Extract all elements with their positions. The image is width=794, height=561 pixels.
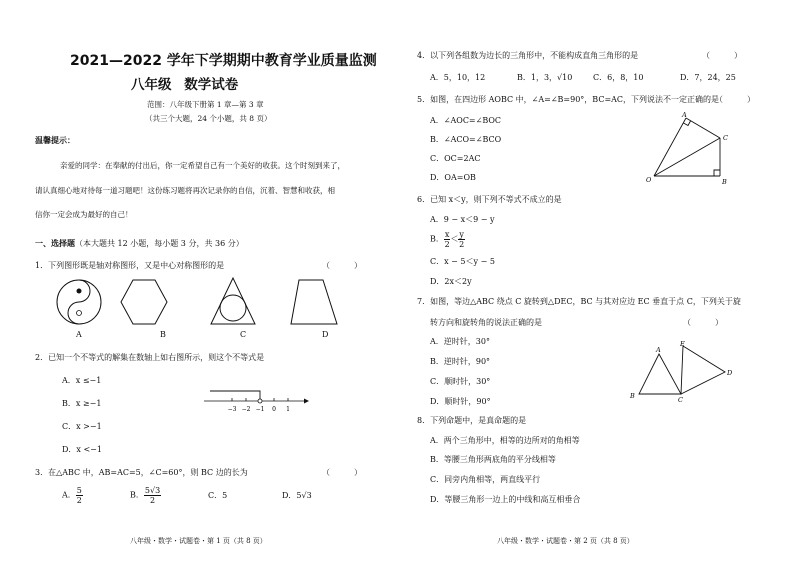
q7-answer-paren: （ ） xyxy=(683,318,723,327)
exam-scope: （共三个大题，24 个小题，共 8 页） xyxy=(145,114,272,123)
q3-answer-paren: （ ） xyxy=(322,468,362,477)
q1-figure-d-trapezoid xyxy=(291,280,337,324)
q1-figure-c-triangle-circle xyxy=(211,278,255,324)
exam-title: 2021—2022 学年下学期期中教育学业质量监测 xyxy=(70,53,377,69)
q4-option-a: A．5，10，12 xyxy=(430,73,486,82)
q8-text: 8．下列命题中，是真命题的是 xyxy=(417,416,527,425)
q6-option-a: A．9 − x＜9 − y xyxy=(430,215,495,224)
exam-range: 范围：八年级下册第 1 章—第 3 章 xyxy=(147,100,264,109)
q2-tick-label-2: −2 xyxy=(241,406,251,413)
q6-option-b: B． $\frac{x}{2}$ ＜ $\frac{y}{2}$ xyxy=(430,230,465,249)
q1-label-b: B xyxy=(160,330,166,339)
q2-tick-label-5: 1 xyxy=(286,406,290,413)
q1-text: 1．下列图形既是轴对称图形，又是中心对称图形的是 xyxy=(35,261,225,270)
q1-label-a: A xyxy=(76,330,82,339)
exam-subtitle: 八年级 数学试卷 xyxy=(131,77,239,93)
q1-figure-a-yinyang xyxy=(57,280,101,324)
q2-option-a: A．x ≤−1 xyxy=(62,376,102,385)
q7-option-a: A．逆时针，30° xyxy=(430,337,490,346)
q5-option-c: C．OC=2AC xyxy=(430,154,481,163)
q4-option-d: D．7，24，25 xyxy=(680,73,736,82)
q5-option-b: B．∠ACO=∠BCO xyxy=(430,135,502,144)
q8-option-c: C．同旁内角相等，两直线平行 xyxy=(430,475,541,484)
q2-number-line xyxy=(200,385,310,415)
q7-text-line-1: 7．如图，等边△ABC 绕点 C 旋转到△DEC，BC 与其对应边 EC 垂直于点 C，下列关于旋 xyxy=(417,297,741,306)
q7-label-a: A xyxy=(656,346,661,354)
section-1-heading: 一、选择题 xyxy=(35,238,75,248)
q7-option-b: B．逆时针，90° xyxy=(430,357,491,366)
q7-label-d: D xyxy=(727,369,733,377)
q4-answer-paren: （ ） xyxy=(702,51,742,60)
q5-option-d: D．OA=OB xyxy=(430,173,476,182)
q7-option-c: C．顺时针，30° xyxy=(430,377,491,386)
q5-answer-paren: （ ） xyxy=(715,95,755,104)
q7-figure xyxy=(627,338,737,406)
q7-label-b: B xyxy=(630,392,635,400)
q7-option-d: D．顺时针，90° xyxy=(430,397,491,406)
q8-option-b: B．等腰三角形两底角的平分线相等 xyxy=(430,455,556,464)
q8-option-a: A．两个三角形中，相等的边所对的角相等 xyxy=(430,436,580,445)
q2-option-c: C．x >−1 xyxy=(62,422,102,431)
q1-figures xyxy=(55,272,355,334)
page-2 xyxy=(397,0,794,561)
q5-option-a: A．∠AOC=∠BOC xyxy=(430,116,502,125)
tips-line-1: 亲爱的同学：在奉献的付出后，你一定希望自己有一个美好的收获。这个时刻到来了， xyxy=(60,161,345,170)
section-1-note: （本大题共 12 小题，每小题 3 分，共 36 分） xyxy=(75,239,244,248)
q5-label-a: A xyxy=(682,111,687,119)
tips-line-3: 信你一定会成为最好的自己！ xyxy=(35,210,133,219)
q1-figure-b-hexagon xyxy=(121,280,167,324)
q3-text: 3．在△ABC 中，AB=AC=5，∠C=60°，则 BC 边的长为 xyxy=(35,468,248,477)
q1-label-c: C xyxy=(240,330,247,339)
q2-option-d: D．x <−1 xyxy=(62,445,102,454)
footer-page-2: 八年级・数学・试题卷・第 2 页（共 8 页） xyxy=(497,537,634,545)
q1-answer-paren: （ ） xyxy=(322,261,362,270)
q4-text: 4．以下列各组数为边长的三角形中，不能构成直角三角形的是 xyxy=(417,51,639,60)
q6-option-c: C．x − 5＜y − 5 xyxy=(430,257,495,266)
q5-label-c: C xyxy=(723,134,728,142)
q2-option-b: B．x ≥−1 xyxy=(62,399,102,408)
q7-label-c: C xyxy=(678,396,683,404)
q5-text: 5．如图，在四边形 AOBC 中，∠A=∠B=90°，BC=AC，下列说法不一定正确的是 xyxy=(417,95,720,104)
q8-option-d: D．等腰三角形一边上的中线和高互相垂合 xyxy=(430,495,581,504)
q7-text-line-2: 转方向和旋转角的说法正确的是 xyxy=(430,318,542,327)
q2-open-point xyxy=(258,399,262,403)
q3-option-b: B． $\frac{5√3}{2}$ xyxy=(130,486,161,505)
q5-label-o: O xyxy=(646,176,652,184)
q6-option-d: D．2x＜2y xyxy=(430,277,472,286)
q3-option-c: C．5 xyxy=(208,491,228,500)
q3-option-a: A． $\frac{5}{2}$ xyxy=(62,486,82,505)
q4-option-c: C．6，8，10 xyxy=(593,73,644,82)
q3-option-d: D．5√3 xyxy=(282,491,312,500)
q1-label-d: D xyxy=(322,330,329,339)
tips-heading: 温馨提示： xyxy=(35,135,75,145)
q2-text: 2．已知一个不等式的解集在数轴上如右图所示，则这个不等式是 xyxy=(35,353,265,362)
q2-tick-label-3: −1 xyxy=(255,406,265,413)
q4-option-b: B．1，3，√10 xyxy=(517,73,573,82)
q6-text: 6．已知 x＜y，则下列不等式不成立的是 xyxy=(417,195,562,204)
q5-label-b: B xyxy=(722,178,727,186)
q2-tick-label-4: 0 xyxy=(272,406,276,413)
footer-page-1: 八年级・数学・试题卷・第 1 页（共 8 页） xyxy=(130,537,267,545)
q7-label-e: E xyxy=(680,340,685,348)
tips-line-2: 请认真细心地对待每一道习题吧！这份练习题将再次记录你的自信，沉着、智慧和收获，相 xyxy=(35,186,335,195)
q5-figure xyxy=(642,108,742,188)
q2-tick-label-1: −3 xyxy=(227,406,237,413)
section-1-header xyxy=(35,238,244,249)
q2-solution-ray xyxy=(210,391,260,401)
